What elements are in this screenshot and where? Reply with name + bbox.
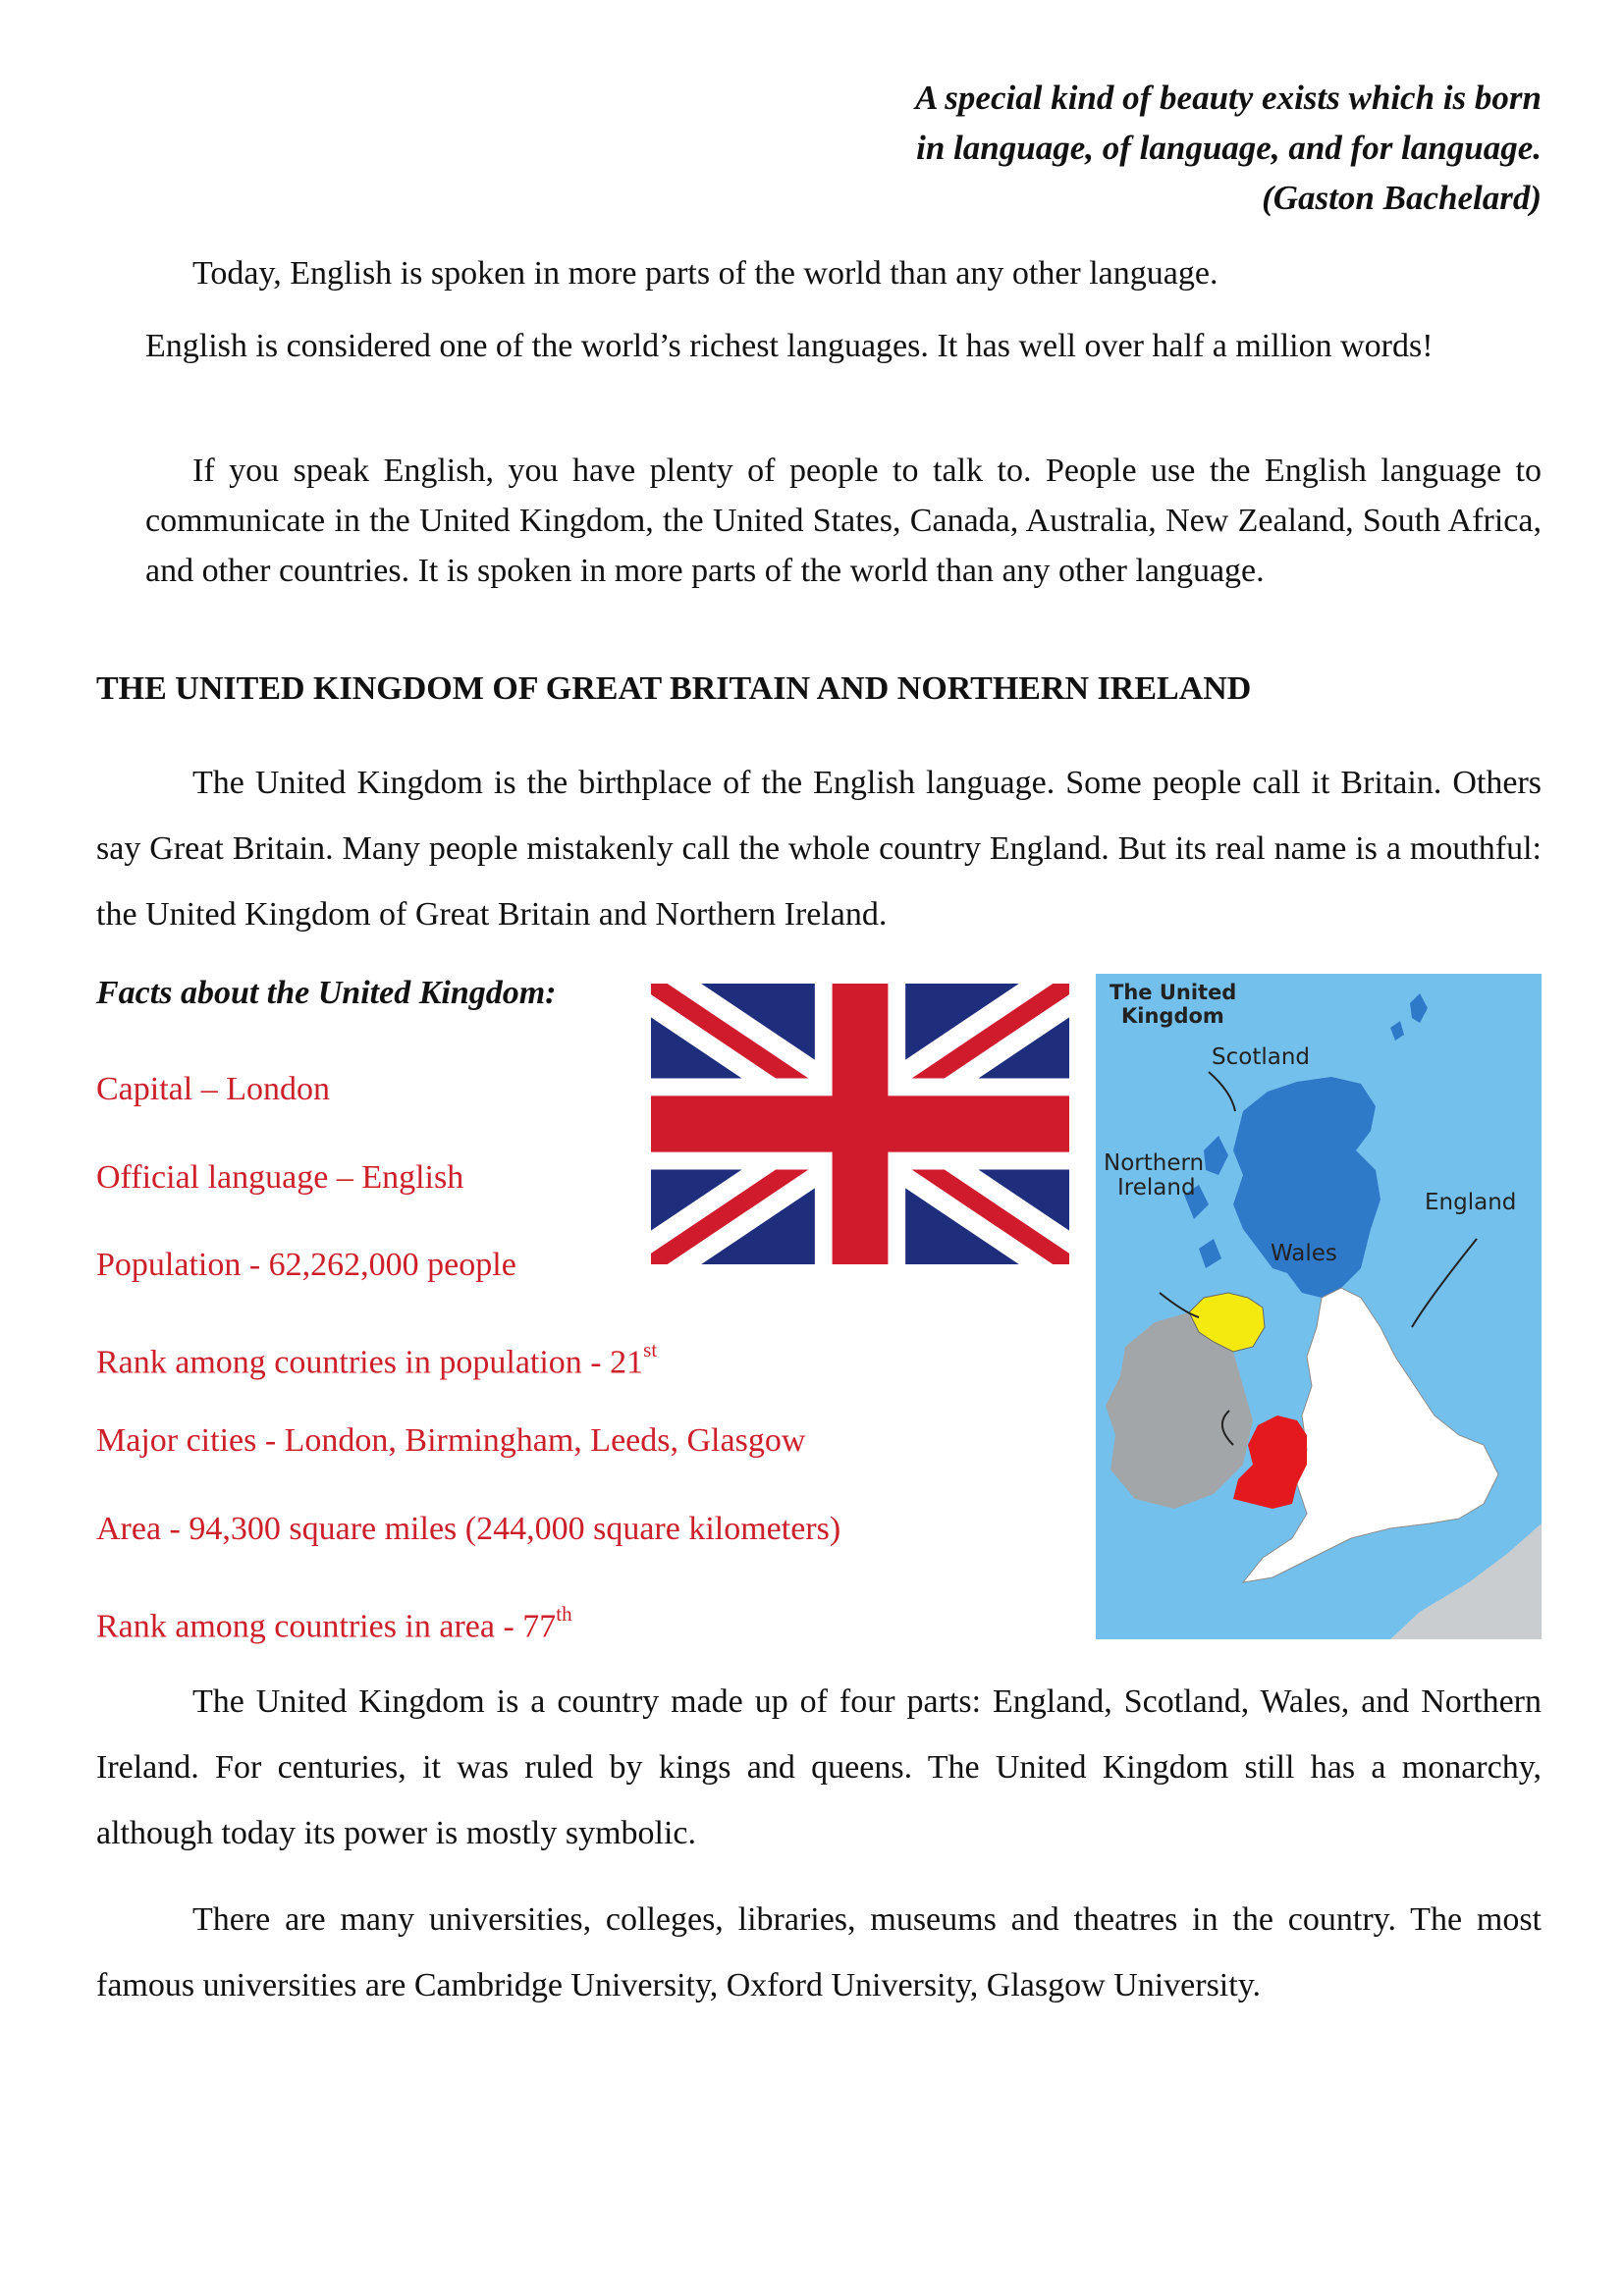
map-label-england: England: [1425, 1190, 1517, 1215]
fact-population: Population - 62,262,000 people: [96, 1247, 516, 1283]
fact-population-rank-suffix: st: [643, 1338, 658, 1362]
map-label-scotland: Scotland: [1212, 1044, 1310, 1070]
uk-parts-paragraph: The United Kingdom is a country made up of four parts: England, Scotland, Wales, and Northern Ireland. For centuries, it was ruled by kings and queens. The United Kingdom still has a monarchy, although today its power is mostly symbolic.: [96, 1683, 1542, 1851]
intro-paragraph-3: If you speak English, you have plenty of people to talk to. People use the English language to communicate in the United Kingdom, the United States, Canada, Australia, New Zealand, South Africa, and other countries. It is spoken in more parts of the world than any other language.: [145, 453, 1542, 589]
epigraph-line-1: A special kind of beauty exists which is born: [915, 79, 1542, 117]
map-label-wales: Wales: [1271, 1241, 1337, 1266]
fact-capital: Capital – London: [96, 1071, 330, 1107]
epigraph-quote: [658, 73, 1542, 223]
fact-population-rank-text: Rank among countries in population - 21: [96, 1344, 644, 1381]
intro-paragraph-2: English is considered one of the world’s richest languages. It has well over half a million words!: [145, 328, 1434, 364]
fact-area-rank-text: Rank among countries in area - 77: [96, 1608, 557, 1645]
facts-title: Facts about the United Kingdom:: [96, 975, 557, 1011]
map-label-northern-ireland-2: Ireland: [1117, 1175, 1196, 1201]
section-heading: THE UNITED KINGDOM OF GREAT BRITAIN AND NORTHERN IRELAND: [96, 670, 1252, 707]
union-jack-flag-image: [651, 984, 1069, 1264]
fact-language: Official language – English: [96, 1159, 464, 1196]
fact-area-rank: [96, 1596, 572, 1648]
fact-population-rank: [96, 1332, 657, 1384]
uk-map-image: [1096, 974, 1542, 1639]
intro-paragraph-1: Today, English is spoken in more parts of the world than any other language.: [192, 255, 1218, 292]
map-title-line-2: Kingdom: [1121, 1004, 1224, 1028]
epigraph-author: (Gaston Bachelard): [1262, 179, 1542, 217]
universities-paragraph: There are many universities, colleges, libraries, museums and theatres in the country. The most famous universities are Cambridge University, Oxford University, Glasgow University.: [96, 1901, 1542, 2003]
map-label-northern-ireland-1: Northern: [1104, 1150, 1205, 1176]
epigraph-line-2: in language, of language, and for language.: [916, 129, 1542, 167]
fact-major-cities: Major cities - London, Birmingham, Leeds, Glasgow: [96, 1422, 806, 1459]
map-title-line-1: The United: [1110, 981, 1237, 1004]
uk-intro-paragraph: The United Kingdom is the birthplace of the English language. Some people call it Britain. Others say Great Britain. Many people mistakenly call the whole country England. But its real name is a mouthful: the United Kingdom of Great Britain and Northern Ireland.: [96, 765, 1542, 933]
fact-area-rank-suffix: th: [556, 1602, 572, 1626]
fact-area: Area - 94,300 square miles (244,000 square kilometers): [96, 1511, 841, 1547]
